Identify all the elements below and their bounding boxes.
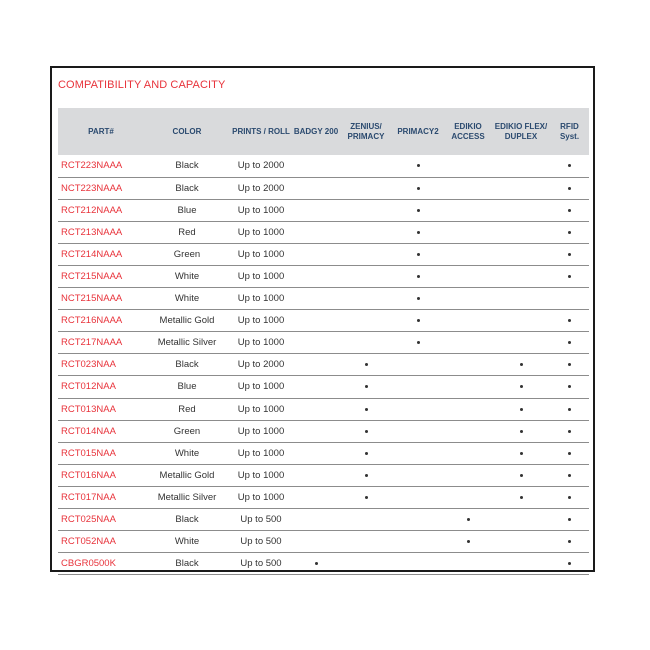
compatible-dot-icon bbox=[520, 385, 523, 388]
compat-cell-primacy2 bbox=[392, 310, 444, 332]
compat-cell-edikio-flex-duplex bbox=[492, 531, 550, 553]
compat-cell-edikio-flex-duplex bbox=[492, 398, 550, 420]
compatible-dot-icon bbox=[520, 430, 523, 433]
compat-cell-primacy2 bbox=[392, 509, 444, 531]
table-row bbox=[58, 155, 589, 177]
prints-per-roll-cell: Up to 500 bbox=[240, 514, 282, 526]
compat-cell-rfid-syst bbox=[550, 177, 589, 199]
part-number-cell: RCT012NAA bbox=[61, 381, 116, 393]
color-cell: Black bbox=[175, 359, 199, 371]
compat-cell-edikio-flex-duplex bbox=[492, 354, 550, 376]
compatible-dot-icon bbox=[365, 430, 368, 433]
compat-cell-badgy-200 bbox=[292, 288, 340, 310]
compat-cell-primacy2 bbox=[392, 442, 444, 464]
compat-cell-edikio-access bbox=[444, 420, 492, 442]
compatible-dot-icon bbox=[417, 297, 420, 300]
compat-cell-edikio-flex-duplex bbox=[492, 221, 550, 243]
part-number-cell: RCT014NAA bbox=[61, 425, 116, 437]
compat-cell-edikio-flex-duplex bbox=[492, 442, 550, 464]
compat-cell-edikio-flex-duplex bbox=[492, 310, 550, 332]
prints-per-roll-cell: Up to 1000 bbox=[237, 447, 285, 459]
compat-cell-zenius-primacy bbox=[340, 265, 392, 287]
compatible-dot-icon bbox=[520, 474, 523, 477]
color-cell: Red bbox=[178, 226, 196, 238]
compat-cell-edikio-flex-duplex bbox=[492, 265, 550, 287]
part-number-cell: RCT214NAAA bbox=[61, 248, 123, 260]
part-number-cell: RCT223NAAA bbox=[61, 160, 123, 172]
part-number-cell: NCT215NAAA bbox=[61, 293, 123, 305]
color-cell: Black bbox=[175, 160, 199, 172]
compat-cell-zenius-primacy bbox=[340, 177, 392, 199]
prints-per-roll-cell: Up to 1000 bbox=[237, 315, 285, 327]
compatible-dot-icon bbox=[417, 164, 420, 167]
part-number-cell: RCT025NAA bbox=[61, 514, 116, 526]
compat-cell-rfid-syst bbox=[550, 265, 589, 287]
compat-cell-zenius-primacy bbox=[340, 332, 392, 354]
part-number-cell: RCT216NAAA bbox=[61, 315, 123, 327]
compatible-dot-icon bbox=[568, 562, 571, 565]
table-row bbox=[58, 199, 589, 221]
color-cell: Metallic Gold bbox=[159, 469, 215, 481]
compat-cell-rfid-syst bbox=[550, 420, 589, 442]
compat-cell-primacy2 bbox=[392, 398, 444, 420]
compat-cell-badgy-200 bbox=[292, 199, 340, 221]
compatible-dot-icon bbox=[417, 341, 420, 344]
compat-cell-edikio-access bbox=[444, 288, 492, 310]
compat-cell-primacy2 bbox=[392, 243, 444, 265]
prints-per-roll-cell: Up to 1000 bbox=[237, 337, 285, 349]
compatible-dot-icon bbox=[365, 452, 368, 455]
compat-cell-primacy2 bbox=[392, 265, 444, 287]
table-row bbox=[58, 354, 589, 376]
compat-cell-zenius-primacy bbox=[340, 486, 392, 508]
compat-cell-zenius-primacy bbox=[340, 420, 392, 442]
compat-cell-badgy-200 bbox=[292, 464, 340, 486]
compatible-dot-icon bbox=[417, 231, 420, 234]
prints-per-roll-cell: Up to 1000 bbox=[237, 491, 285, 503]
compat-cell-rfid-syst bbox=[550, 354, 589, 376]
part-number-cell: RCT015NAA bbox=[61, 447, 116, 459]
compat-cell-badgy-200 bbox=[292, 486, 340, 508]
compat-cell-badgy-200 bbox=[292, 442, 340, 464]
prints-per-roll-cell: Up to 1000 bbox=[237, 204, 285, 216]
header-color: COLOR bbox=[172, 126, 202, 136]
compat-cell-rfid-syst bbox=[550, 376, 589, 398]
compat-cell-edikio-access bbox=[444, 177, 492, 199]
header-badgy-200: BADGY 200 bbox=[293, 126, 339, 136]
compat-cell-badgy-200 bbox=[292, 376, 340, 398]
compat-cell-rfid-syst bbox=[550, 553, 589, 575]
color-cell: Metallic Gold bbox=[159, 315, 215, 327]
compat-cell-rfid-syst bbox=[550, 199, 589, 221]
part-number-cell: RCT013NAA bbox=[61, 403, 116, 415]
prints-per-roll-cell: Up to 500 bbox=[240, 558, 282, 570]
compatible-dot-icon bbox=[365, 496, 368, 499]
compat-cell-zenius-primacy bbox=[340, 553, 392, 575]
compat-cell-edikio-access bbox=[444, 221, 492, 243]
compat-cell-edikio-access bbox=[444, 332, 492, 354]
compat-cell-rfid-syst bbox=[550, 464, 589, 486]
compat-cell-rfid-syst bbox=[550, 442, 589, 464]
compat-cell-zenius-primacy bbox=[340, 509, 392, 531]
compat-cell-rfid-syst bbox=[550, 332, 589, 354]
prints-per-roll-cell: Up to 1000 bbox=[237, 248, 285, 260]
section-title: COMPATIBILITY AND CAPACITY bbox=[58, 79, 226, 91]
compat-cell-edikio-flex-duplex bbox=[492, 199, 550, 221]
prints-per-roll-cell: Up to 1000 bbox=[237, 469, 285, 481]
table-row bbox=[58, 243, 589, 265]
compat-cell-rfid-syst bbox=[550, 288, 589, 310]
header-edikio-flex-duplex: EDIKIO FLEX/ DUPLEX bbox=[494, 121, 548, 141]
compatible-dot-icon bbox=[568, 540, 571, 543]
table-row bbox=[58, 420, 589, 442]
compat-cell-edikio-flex-duplex bbox=[492, 243, 550, 265]
compatible-dot-icon bbox=[520, 452, 523, 455]
compat-cell-edikio-access bbox=[444, 509, 492, 531]
compatible-dot-icon bbox=[568, 363, 571, 366]
compatible-dot-icon bbox=[365, 385, 368, 388]
color-cell: Blue bbox=[177, 381, 197, 393]
compat-cell-badgy-200 bbox=[292, 553, 340, 575]
prints-per-roll-cell: Up to 1000 bbox=[237, 271, 285, 283]
table-row bbox=[58, 442, 589, 464]
compat-cell-edikio-flex-duplex bbox=[492, 332, 550, 354]
compat-cell-rfid-syst bbox=[550, 243, 589, 265]
compat-cell-edikio-access bbox=[444, 376, 492, 398]
color-cell: Green bbox=[173, 425, 201, 437]
compat-cell-edikio-flex-duplex bbox=[492, 155, 550, 177]
compat-cell-edikio-access bbox=[444, 243, 492, 265]
table-row bbox=[58, 486, 589, 508]
compat-cell-badgy-200 bbox=[292, 420, 340, 442]
compat-cell-badgy-200 bbox=[292, 531, 340, 553]
compat-cell-primacy2 bbox=[392, 464, 444, 486]
part-number-cell: RCT023NAA bbox=[61, 359, 116, 371]
compat-cell-primacy2 bbox=[392, 553, 444, 575]
table-row bbox=[58, 221, 589, 243]
part-number-cell: RCT215NAAA bbox=[61, 271, 123, 283]
compat-cell-zenius-primacy bbox=[340, 155, 392, 177]
compatible-dot-icon bbox=[417, 319, 420, 322]
compatible-dot-icon bbox=[315, 562, 318, 565]
compat-cell-edikio-flex-duplex bbox=[492, 288, 550, 310]
table-row bbox=[58, 398, 589, 420]
compat-cell-primacy2 bbox=[392, 221, 444, 243]
compatible-dot-icon bbox=[365, 408, 368, 411]
compatible-dot-icon bbox=[568, 209, 571, 212]
part-number-cell: RCT217NAAA bbox=[61, 337, 123, 349]
compat-cell-badgy-200 bbox=[292, 177, 340, 199]
compatible-dot-icon bbox=[568, 452, 571, 455]
compat-cell-edikio-flex-duplex bbox=[492, 509, 550, 531]
compat-cell-badgy-200 bbox=[292, 310, 340, 332]
compat-cell-zenius-primacy bbox=[340, 376, 392, 398]
prints-per-roll-cell: Up to 500 bbox=[240, 536, 282, 548]
compatible-dot-icon bbox=[467, 518, 470, 521]
compatible-dot-icon bbox=[417, 275, 420, 278]
table-row bbox=[58, 509, 589, 531]
compat-cell-edikio-flex-duplex bbox=[492, 553, 550, 575]
compatible-dot-icon bbox=[568, 253, 571, 256]
compat-cell-primacy2 bbox=[392, 376, 444, 398]
compatible-dot-icon bbox=[520, 408, 523, 411]
compat-cell-edikio-flex-duplex bbox=[492, 177, 550, 199]
compatible-dot-icon bbox=[520, 363, 523, 366]
part-number-cell: RCT212NAAA bbox=[61, 204, 123, 216]
compatible-dot-icon bbox=[568, 430, 571, 433]
part-number-cell: RCT016NAA bbox=[61, 469, 116, 481]
compat-cell-edikio-access bbox=[444, 199, 492, 221]
color-cell: White bbox=[174, 271, 200, 283]
compat-cell-primacy2 bbox=[392, 288, 444, 310]
compatible-dot-icon bbox=[568, 496, 571, 499]
table-row bbox=[58, 265, 589, 287]
compat-cell-primacy2 bbox=[392, 199, 444, 221]
compatible-dot-icon bbox=[365, 474, 368, 477]
header-zenius-primacy: ZENIUS/ PRIMACY bbox=[347, 121, 385, 141]
color-cell: Black bbox=[175, 514, 199, 526]
color-cell: White bbox=[174, 447, 200, 459]
table-header-row bbox=[58, 108, 589, 155]
compat-cell-rfid-syst bbox=[550, 486, 589, 508]
compat-cell-primacy2 bbox=[392, 531, 444, 553]
color-cell: Black bbox=[175, 558, 199, 570]
header-rfid-syst: RFID Syst. bbox=[559, 121, 580, 141]
prints-per-roll-cell: Up to 1000 bbox=[237, 293, 285, 305]
part-number-cell: NCT223NAAA bbox=[61, 182, 123, 194]
color-cell: Blue bbox=[177, 204, 197, 216]
compat-cell-edikio-access bbox=[444, 486, 492, 508]
compat-cell-edikio-access bbox=[444, 553, 492, 575]
compat-cell-zenius-primacy bbox=[340, 354, 392, 376]
compat-cell-rfid-syst bbox=[550, 221, 589, 243]
compat-cell-badgy-200 bbox=[292, 221, 340, 243]
table-row bbox=[58, 177, 589, 199]
table-row bbox=[58, 531, 589, 553]
part-number-cell: RCT052NAA bbox=[61, 536, 116, 548]
compatible-dot-icon bbox=[568, 164, 571, 167]
compat-cell-zenius-primacy bbox=[340, 442, 392, 464]
compatibility-table bbox=[58, 108, 589, 575]
compat-cell-primacy2 bbox=[392, 155, 444, 177]
table-row bbox=[58, 553, 589, 575]
compatible-dot-icon bbox=[568, 319, 571, 322]
compat-cell-rfid-syst bbox=[550, 531, 589, 553]
compatible-dot-icon bbox=[365, 363, 368, 366]
compatible-dot-icon bbox=[568, 231, 571, 234]
prints-per-roll-cell: Up to 1000 bbox=[237, 425, 285, 437]
color-cell: Red bbox=[178, 403, 196, 415]
compat-cell-edikio-flex-duplex bbox=[492, 376, 550, 398]
compat-cell-badgy-200 bbox=[292, 509, 340, 531]
compat-cell-primacy2 bbox=[392, 354, 444, 376]
compat-cell-badgy-200 bbox=[292, 265, 340, 287]
compat-cell-edikio-access bbox=[444, 354, 492, 376]
compat-cell-badgy-200 bbox=[292, 398, 340, 420]
compat-cell-rfid-syst bbox=[550, 398, 589, 420]
prints-per-roll-cell: Up to 1000 bbox=[237, 381, 285, 393]
color-cell: White bbox=[174, 293, 200, 305]
color-cell: Metallic Silver bbox=[157, 337, 217, 349]
table-row bbox=[58, 332, 589, 354]
header-edikio-access: EDIKIO ACCESS bbox=[451, 121, 485, 141]
compat-cell-rfid-syst bbox=[550, 310, 589, 332]
compat-cell-rfid-syst bbox=[550, 155, 589, 177]
compat-cell-zenius-primacy bbox=[340, 243, 392, 265]
part-number-cell: RCT017NAA bbox=[61, 491, 116, 503]
compat-cell-edikio-flex-duplex bbox=[492, 420, 550, 442]
header-part: PART# bbox=[88, 126, 114, 136]
compatible-dot-icon bbox=[568, 474, 571, 477]
table-row bbox=[58, 310, 589, 332]
table-row bbox=[58, 376, 589, 398]
compat-cell-zenius-primacy bbox=[340, 398, 392, 420]
header-primacy2: PRIMACY2 bbox=[397, 126, 439, 136]
prints-per-roll-cell: Up to 1000 bbox=[237, 403, 285, 415]
color-cell: White bbox=[174, 536, 200, 548]
compat-cell-badgy-200 bbox=[292, 243, 340, 265]
compat-cell-edikio-access bbox=[444, 155, 492, 177]
compatible-dot-icon bbox=[568, 408, 571, 411]
prints-per-roll-cell: Up to 2000 bbox=[237, 359, 285, 371]
compat-cell-zenius-primacy bbox=[340, 221, 392, 243]
compatibility-table-panel bbox=[50, 66, 595, 572]
compat-cell-edikio-flex-duplex bbox=[492, 486, 550, 508]
color-cell: Metallic Silver bbox=[157, 491, 217, 503]
compat-cell-zenius-primacy bbox=[340, 310, 392, 332]
compatible-dot-icon bbox=[417, 187, 420, 190]
compat-cell-edikio-access bbox=[444, 265, 492, 287]
color-cell: Green bbox=[173, 248, 201, 260]
compatible-dot-icon bbox=[417, 253, 420, 256]
prints-per-roll-cell: Up to 2000 bbox=[237, 182, 285, 194]
compatible-dot-icon bbox=[568, 518, 571, 521]
compat-cell-edikio-access bbox=[444, 531, 492, 553]
compat-cell-edikio-access bbox=[444, 442, 492, 464]
compatible-dot-icon bbox=[568, 385, 571, 388]
table-row bbox=[58, 464, 589, 486]
compat-cell-zenius-primacy bbox=[340, 199, 392, 221]
compat-cell-primacy2 bbox=[392, 332, 444, 354]
compat-cell-badgy-200 bbox=[292, 332, 340, 354]
compat-cell-primacy2 bbox=[392, 177, 444, 199]
table-row bbox=[58, 288, 589, 310]
compatible-dot-icon bbox=[467, 540, 470, 543]
compatible-dot-icon bbox=[520, 496, 523, 499]
compatible-dot-icon bbox=[568, 341, 571, 344]
compat-cell-badgy-200 bbox=[292, 354, 340, 376]
part-number-cell: RCT213NAAA bbox=[61, 226, 123, 238]
compat-cell-primacy2 bbox=[392, 420, 444, 442]
compat-cell-zenius-primacy bbox=[340, 531, 392, 553]
compatible-dot-icon bbox=[417, 209, 420, 212]
compat-cell-primacy2 bbox=[392, 486, 444, 508]
compat-cell-edikio-access bbox=[444, 310, 492, 332]
compat-cell-edikio-access bbox=[444, 464, 492, 486]
color-cell: Black bbox=[175, 182, 199, 194]
compat-cell-edikio-flex-duplex bbox=[492, 464, 550, 486]
compat-cell-edikio-access bbox=[444, 398, 492, 420]
compat-cell-zenius-primacy bbox=[340, 288, 392, 310]
compat-cell-rfid-syst bbox=[550, 509, 589, 531]
compat-cell-badgy-200 bbox=[292, 155, 340, 177]
prints-per-roll-cell: Up to 2000 bbox=[237, 160, 285, 172]
part-number-cell: CBGR0500K bbox=[61, 558, 116, 570]
prints-per-roll-cell: Up to 1000 bbox=[237, 226, 285, 238]
header-prints-roll: PRINTS / ROLL bbox=[232, 126, 290, 136]
compat-cell-zenius-primacy bbox=[340, 464, 392, 486]
compatible-dot-icon bbox=[568, 187, 571, 190]
compatible-dot-icon bbox=[568, 275, 571, 278]
table-body bbox=[58, 155, 589, 575]
